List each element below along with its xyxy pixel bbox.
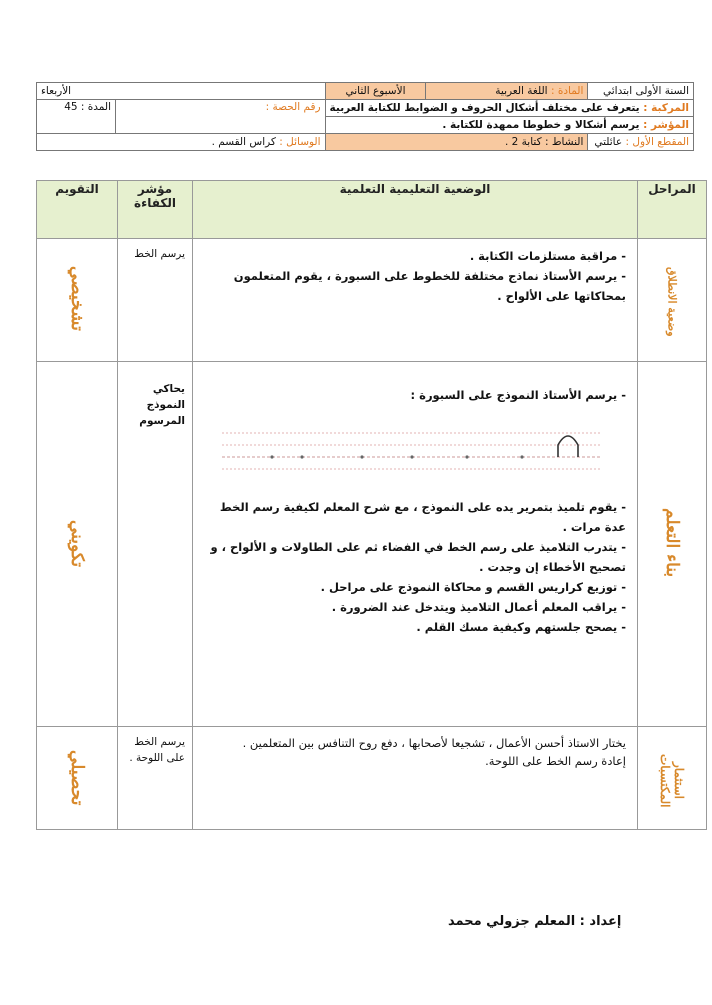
situation-line: - توزيع كراريس القسم و محاكاة النموذج على مراحل . [320, 580, 626, 594]
situation-intro: - يرسم الأستاذ النموذج على السبورة : [410, 388, 626, 402]
stage-label: بناء التعلم [662, 508, 682, 578]
teacher-signature: إعداد : المعلم جزولي محمد [448, 914, 622, 929]
header-row-1 [37, 83, 694, 100]
header-evaluation: التقويم [37, 181, 118, 239]
situation-cell [193, 727, 638, 830]
situation-line: - يرسم الأستاذ نماذج مختلفة للخطوط على السبورة ، يقوم المتعلمون بمحاكاتها على الألواح . [233, 269, 626, 303]
stage-cell [638, 362, 707, 727]
subject-cell: المادة : اللغة العربية [426, 83, 588, 100]
stage-label: وضعية الانطلاق [665, 267, 679, 337]
unit-cell: المقطع الأول : عائلتي [588, 134, 694, 151]
header-stages: المراحل [638, 181, 707, 239]
table-row [37, 239, 707, 362]
tools-cell: الوسائل : كراس القسم . [37, 134, 326, 151]
table-row [37, 727, 707, 830]
writing-model-drawing [202, 423, 618, 475]
situation-line: يختار الاستاذ أحسن الأعمال ، تشجيعا لأصحابها ، دفع روح التنافس بين المتعلمين . [242, 736, 626, 750]
evaluation-label: تشخيصي [67, 265, 87, 331]
situation-cell [193, 362, 638, 727]
evaluation-cell [37, 239, 118, 362]
indicator-cell [118, 362, 193, 727]
lesson-table [36, 180, 707, 830]
week-cell: الأسبوع الثاني [325, 83, 426, 100]
situation-line: - مراقبة مستلزمات الكتابة . [469, 249, 626, 263]
duration-cell: المدة : 45 [37, 100, 116, 134]
stage-cell [638, 727, 707, 830]
level-cell: السنة الأولى ابتدائي [588, 83, 694, 100]
header-table [36, 82, 694, 151]
header-situation: الوضعية التعليمية التعلمية [193, 181, 638, 239]
table-header-row [37, 181, 707, 239]
table-row [37, 362, 707, 727]
situation-line: إعادة رسم الخط على اللوحة. [485, 754, 626, 768]
indicator-text: يرسم الخط على اللوحة . [129, 736, 185, 764]
activity-cell: النشاط : كتابة 2 . [325, 134, 588, 151]
situation-cell [193, 239, 638, 362]
evaluation-cell [37, 362, 118, 727]
header-indicators: مؤشر الكفاءة [118, 181, 193, 239]
competence-cell: المركبة : يتعرف على مختلف أشكال الحروف و الضوابط للكتابة العربية [325, 100, 693, 117]
session-cell: رقم الحصة : [116, 100, 326, 134]
evaluation-label: تكويني [67, 519, 87, 567]
evaluation-label: تحصيلي [67, 750, 87, 806]
situation-line: - يتدرب التلاميذ على رسم الخط في الفضاء ثم على الطاولات و الألواح ، و تصحيح الأخطاء إن وجدت . [210, 540, 626, 574]
situation-line: - يقوم تلميذ بتمرير يده على النموذج ، مع شرح المعلم لكيفية رسم الخط عدة مرات . [219, 500, 626, 534]
header-row-2 [37, 100, 694, 117]
header-row-4 [37, 134, 694, 151]
indicator-cell [118, 239, 193, 362]
writing-model-lines [202, 423, 626, 475]
indicator-cell [118, 727, 193, 830]
indicator-text: يرسم الخط [134, 248, 185, 260]
situation-line: - يصحح جلستهم وكيفية مسك القلم . [416, 620, 626, 634]
indicator-text: يحاكي النموذج المرسوم [139, 383, 185, 427]
day-cell: الأربعاء [37, 83, 326, 100]
stage-label: استثمار المكتسبات [658, 754, 686, 808]
evaluation-cell [37, 727, 118, 830]
stage-cell [638, 239, 707, 362]
situation-line: - يراقب المعلم أعمال التلاميذ ويتدخل عند الضرورة . [331, 600, 626, 614]
indicator-cell: المؤشر : يرسم أشكالا و خطوطا ممهدة للكتابة . [325, 117, 693, 134]
